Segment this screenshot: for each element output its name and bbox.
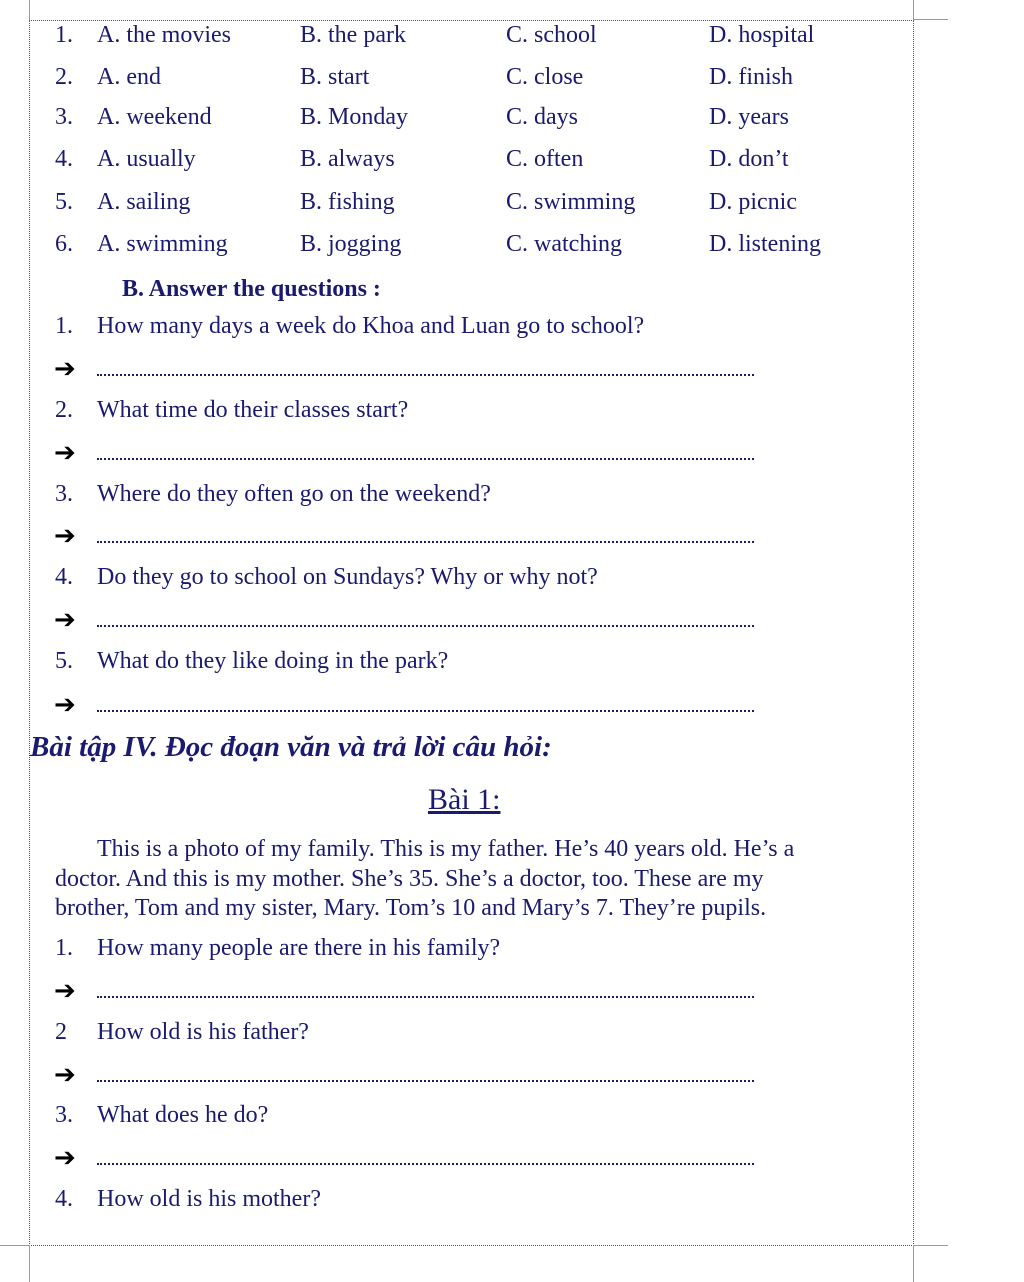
answer-line[interactable] <box>97 996 754 998</box>
question-number: 3. <box>55 1102 73 1128</box>
answer-line[interactable] <box>97 458 754 460</box>
arrow-icon: ➔ <box>54 690 76 720</box>
mcq-number: 1. <box>55 22 73 48</box>
question-text: How old is his mother? <box>97 1186 321 1212</box>
mcq-option-b: B. jogging <box>300 231 402 257</box>
question-text: What does he do? <box>97 1102 269 1128</box>
arrow-icon: ➔ <box>54 605 76 635</box>
passage-line-3: brother, Tom and my sister, Mary. Tom’s 10 and Mary’s 7. They’re pupils. <box>55 895 767 921</box>
mcq-option-c: C. often <box>506 146 584 172</box>
mcq-option-b: B. start <box>300 64 370 90</box>
mcq-option-d: D. picnic <box>709 189 797 215</box>
mcq-option-c: C. days <box>506 104 578 130</box>
mcq-number: 4. <box>55 146 73 172</box>
section-b-heading: B. Answer the questions : <box>122 276 381 302</box>
arrow-icon: ➔ <box>54 438 76 468</box>
mcq-number: 2. <box>55 64 73 90</box>
mcq-number: 3. <box>55 104 73 130</box>
question-number: 1. <box>55 313 73 339</box>
exercise-title: Bài 1: <box>428 783 501 816</box>
mcq-option-b: B. always <box>300 146 395 172</box>
question-text: What do they like doing in the park? <box>97 648 449 674</box>
answer-line[interactable] <box>97 374 754 376</box>
mcq-option-d: D. hospital <box>709 22 815 48</box>
question-number: 1. <box>55 935 73 961</box>
mcq-option-b: B. the park <box>300 22 406 48</box>
crop-mark-top-right-h <box>913 19 948 20</box>
crop-mark-bottom-right-h <box>913 1245 948 1246</box>
question-number: 2. <box>55 397 73 423</box>
answer-line[interactable] <box>97 625 754 627</box>
question-number: 3. <box>55 481 73 507</box>
section-iv-title: Bài tập IV. Đọc đoạn văn và trả lời câu hỏi: <box>30 731 552 763</box>
mcq-option-c: C. school <box>506 22 597 48</box>
mcq-option-a: A. the movies <box>97 22 231 48</box>
question-number: 5. <box>55 648 73 674</box>
mcq-option-a: A. usually <box>97 146 196 172</box>
mcq-option-a: A. sailing <box>97 189 191 215</box>
mcq-option-a: A. swimming <box>97 231 228 257</box>
crop-mark-top-left <box>29 0 30 20</box>
arrow-icon: ➔ <box>54 1060 76 1090</box>
mcq-option-c: C. watching <box>506 231 622 257</box>
crop-mark-bottom-right-v <box>913 1245 914 1282</box>
mcq-option-c: C. close <box>506 64 584 90</box>
crop-mark-bottom-left-v <box>29 1245 30 1282</box>
question-text: How old is his father? <box>97 1019 309 1045</box>
question-text: How many days a week do Khoa and Luan go to school? <box>97 313 645 339</box>
mcq-option-d: D. finish <box>709 64 793 90</box>
mcq-option-a: A. end <box>97 64 161 90</box>
mcq-option-a: A. weekend <box>97 104 212 130</box>
mcq-option-d: D. listening <box>709 231 821 257</box>
crop-mark-top-right-v <box>913 0 914 20</box>
answer-line[interactable] <box>97 1080 754 1082</box>
passage-line-1: This is a photo of my family. This is my father. He’s 40 years old. He’s a <box>97 836 795 862</box>
answer-line[interactable] <box>97 1163 754 1165</box>
question-text: What time do their classes start? <box>97 397 409 423</box>
question-text: Do they go to school on Sundays? Why or why not? <box>97 564 598 590</box>
passage-line-2: doctor. And this is my mother. She’s 35. She’s a doctor, too. These are my <box>55 866 764 892</box>
crop-mark-bottom-left-h <box>0 1245 29 1246</box>
answer-line[interactable] <box>97 710 754 712</box>
arrow-icon: ➔ <box>54 1143 76 1173</box>
question-number: 2 <box>55 1019 67 1045</box>
mcq-option-b: B. Monday <box>300 104 408 130</box>
arrow-icon: ➔ <box>54 521 76 551</box>
mcq-number: 6. <box>55 231 73 257</box>
mcq-option-d: D. don’t <box>709 146 789 172</box>
arrow-icon: ➔ <box>54 354 76 384</box>
question-text: Where do they often go on the weekend? <box>97 481 491 507</box>
question-text: How many people are there in his family? <box>97 935 501 961</box>
mcq-option-d: D. years <box>709 104 789 130</box>
question-number: 4. <box>55 564 73 590</box>
mcq-option-b: B. fishing <box>300 189 395 215</box>
mcq-option-c: C. swimming <box>506 189 636 215</box>
mcq-number: 5. <box>55 189 73 215</box>
answer-line[interactable] <box>97 541 754 543</box>
arrow-icon: ➔ <box>54 976 76 1006</box>
question-number: 4. <box>55 1186 73 1212</box>
